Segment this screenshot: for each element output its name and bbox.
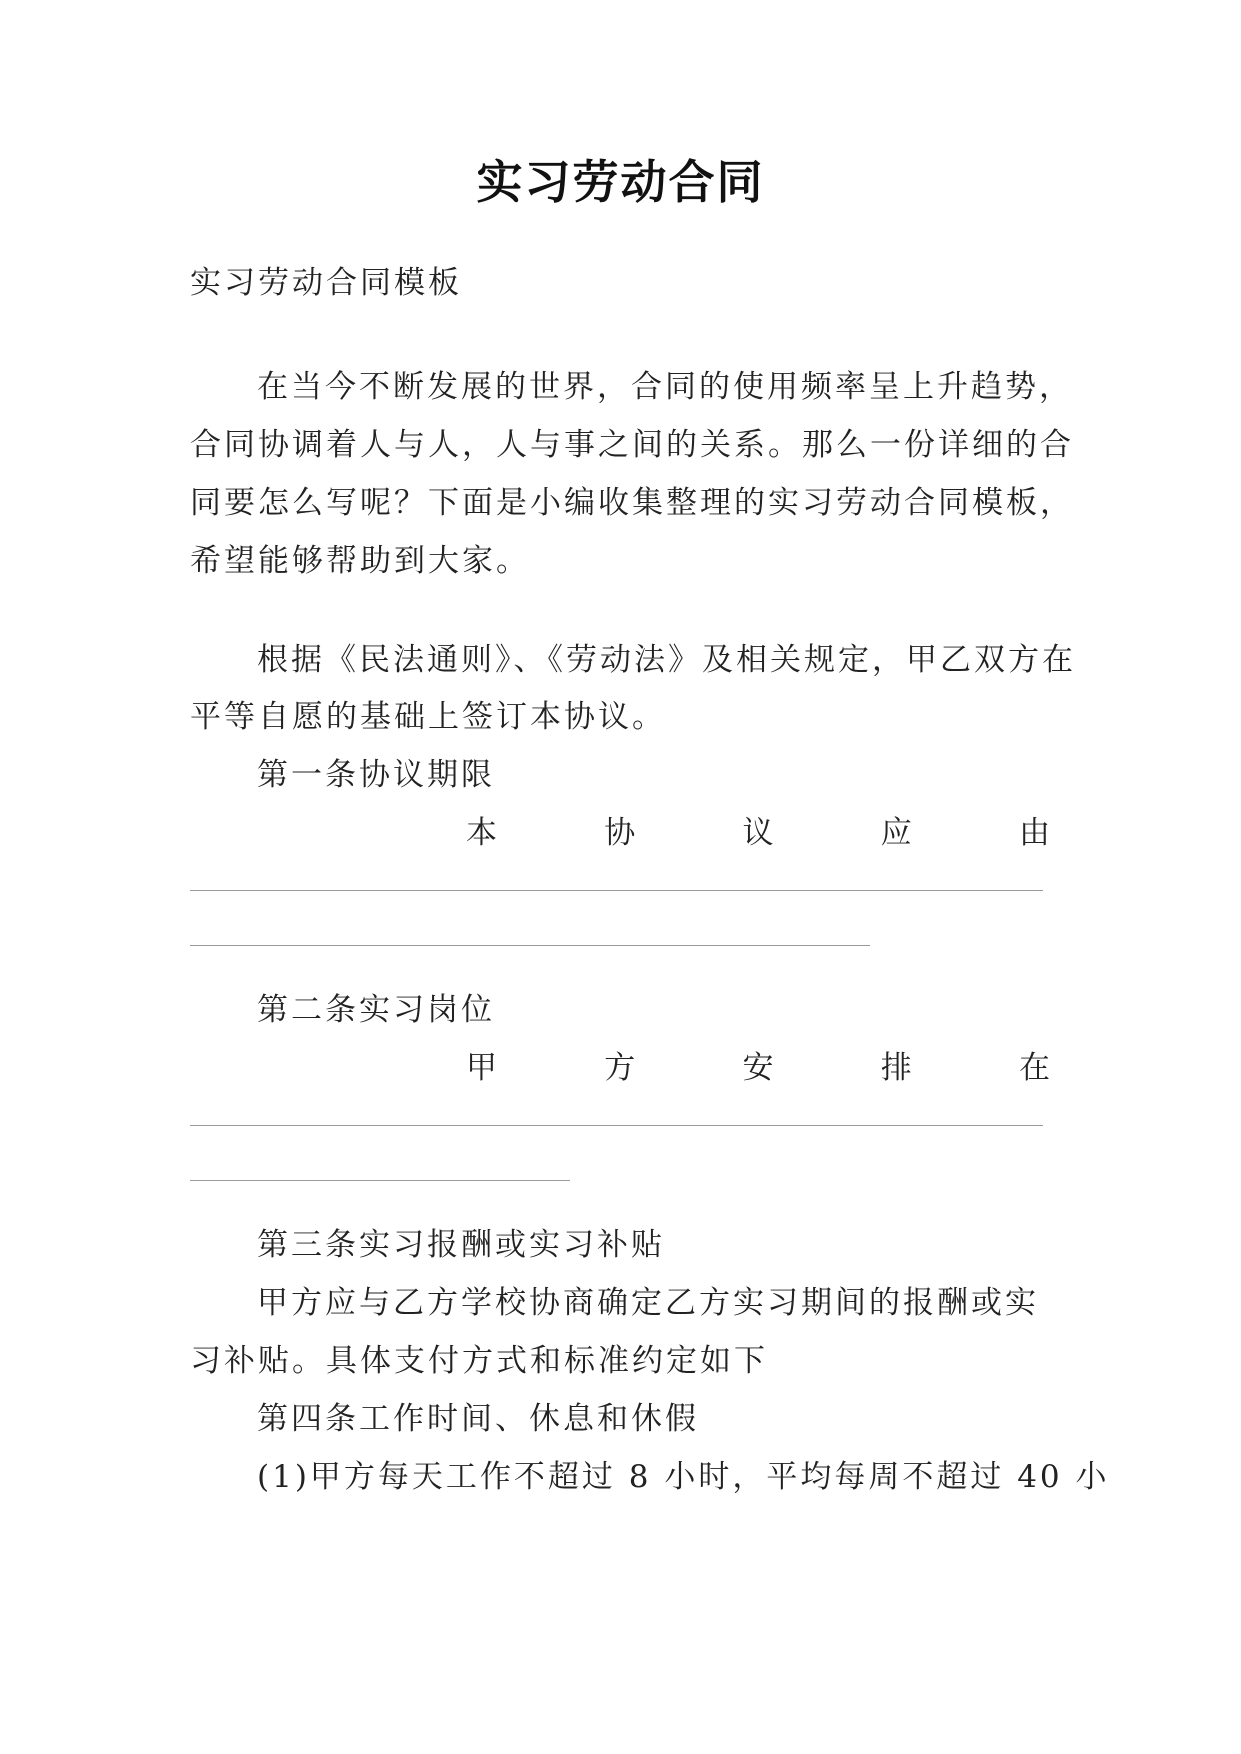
- article1-blank-line-2: [190, 945, 870, 946]
- article1-heading: 第一条协议期限: [257, 757, 495, 793]
- article3-body-line-2: 习补贴。具体支付方式和标准约定如下: [190, 1343, 768, 1379]
- article2-blank-line-1: [190, 1125, 1043, 1126]
- preamble-line-1: 根据《民法通则》、《劳动法》及相关规定，甲乙双方在: [257, 642, 1076, 678]
- article2-word: 排: [880, 1050, 912, 1086]
- article1-word: 议: [742, 815, 774, 851]
- intro-line-3: 同要怎么写呢？下面是小编收集整理的实习劳动合同模板，: [190, 485, 1074, 521]
- article2-blank-line-2: [190, 1180, 570, 1181]
- article1-word: 应: [880, 815, 912, 851]
- article4-body-line-1: (1)甲方每天工作不超过 8 小时，平均每周不超过 40 小: [257, 1459, 1110, 1495]
- document-subtitle: 实习劳动合同模板: [190, 265, 462, 301]
- intro-line-1: 在当今不断发展的世界，合同的使用频率呈上升趋势，: [257, 369, 1073, 405]
- article4-heading: 第四条工作时间、休息和休假: [257, 1401, 699, 1437]
- intro-line-4: 希望能够帮助到大家。: [190, 543, 530, 579]
- article3-body-line-1: 甲方应与乙方学校协商确定乙方实习期间的报酬或实: [257, 1285, 1039, 1321]
- article1-word: 由: [1019, 815, 1050, 851]
- article1-word: 本: [466, 815, 497, 851]
- article1-spaced-text: [466, 813, 1050, 853]
- article2-word: 在: [1019, 1050, 1050, 1086]
- article2-spaced-text: [466, 1048, 1050, 1088]
- article2-word: 安: [742, 1050, 774, 1086]
- article3-heading: 第三条实习报酬或实习补贴: [257, 1227, 665, 1263]
- document-title: 实习劳动合同: [476, 155, 765, 209]
- article1-word: 协: [604, 815, 636, 851]
- article2-heading: 第二条实习岗位: [257, 992, 495, 1028]
- article1-blank-line-1: [190, 890, 1043, 891]
- article2-word: 甲: [466, 1050, 497, 1086]
- article2-word: 方: [604, 1050, 636, 1086]
- intro-line-2: 合同协调着人与人，人与事之间的关系。那么一份详细的合: [190, 427, 1074, 463]
- preamble-line-2: 平等自愿的基础上签订本协议。: [190, 699, 666, 735]
